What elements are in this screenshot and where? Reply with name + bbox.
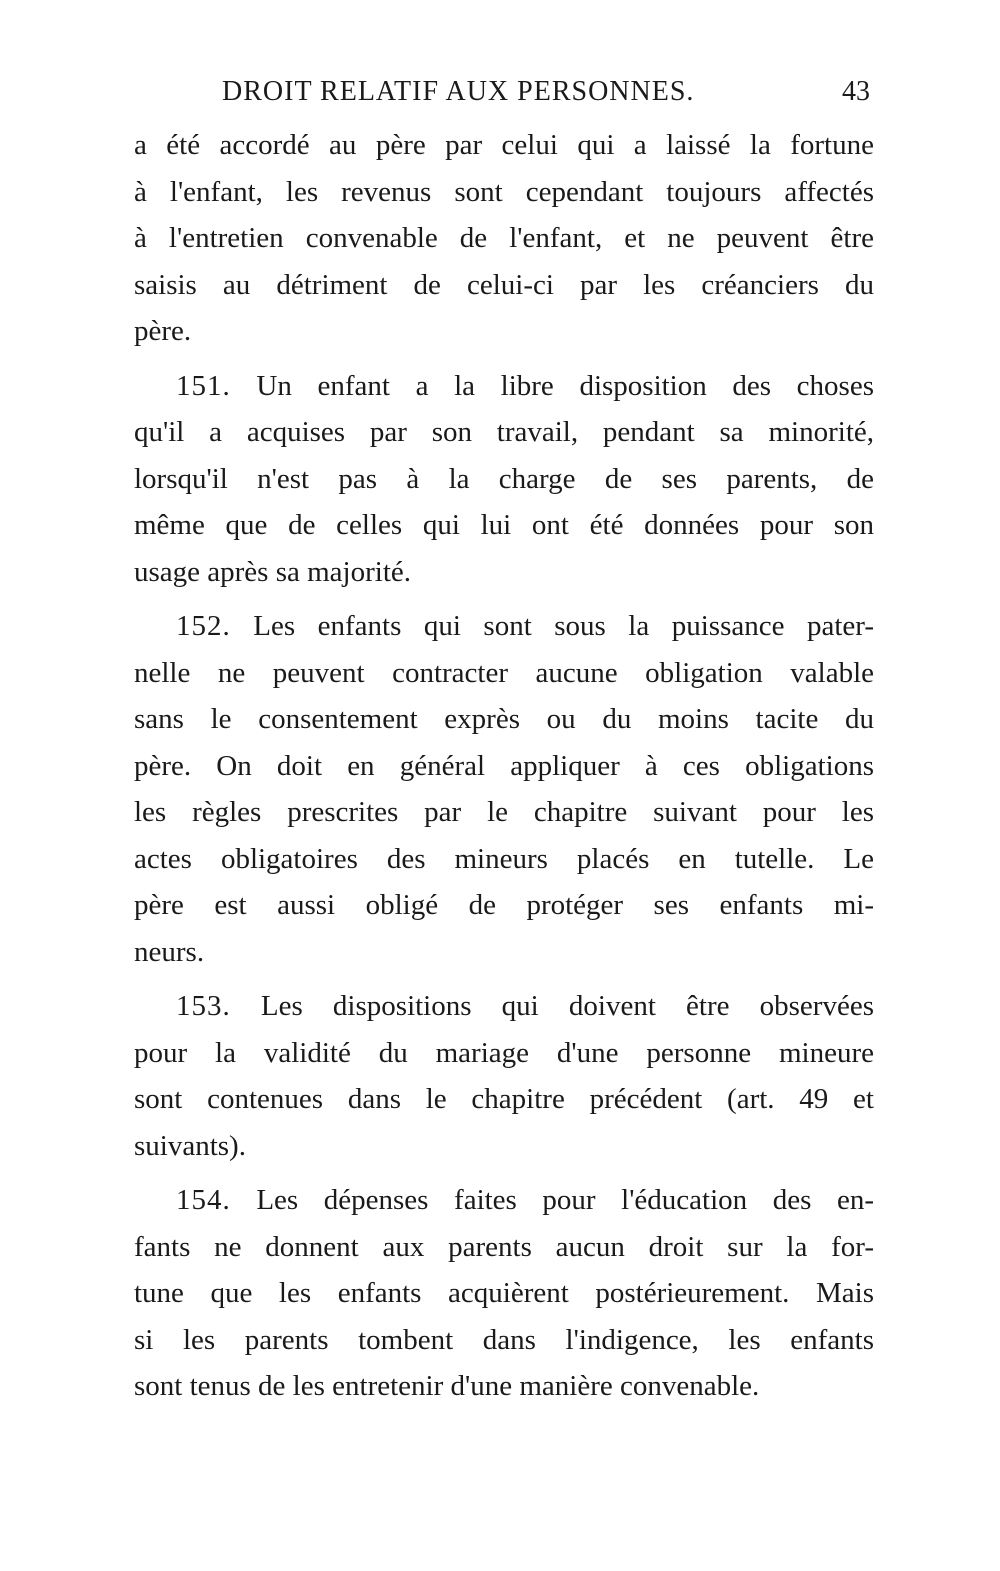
- body-text: [134, 122, 874, 1418]
- article-153: [134, 983, 874, 1169]
- text-line: sans le consentement exprès ou du moins tacite du: [134, 703, 874, 735]
- text-line: sont contenues dans le chapitre précédent (art. 49 et: [134, 1083, 874, 1115]
- page-number: 43: [842, 76, 870, 107]
- text-line: si les parents tombent dans l'indigence, les enfants: [134, 1323, 874, 1356]
- article-first-line: Les dispositions qui doivent être observées: [260, 990, 874, 1022]
- text-line: les règles prescrites par le chapitre suivant pour les: [134, 796, 874, 828]
- article-number: 153.: [176, 990, 231, 1022]
- text-line: [134, 983, 874, 1030]
- text-line: pour la validité du mariage d'une personne mineure: [134, 1036, 874, 1069]
- text-line: père. On doit en général appliquer à ces obligations: [134, 749, 874, 782]
- paragraph-continuation: [134, 122, 874, 355]
- text-line: suivants).: [134, 1129, 246, 1162]
- text-line: tune que les enfants acquièrent postérieurement. Mais: [134, 1277, 874, 1309]
- article-number: 152.: [176, 610, 231, 642]
- text-line: à l'entretien convenable de l'enfant, et ne peuvent être: [134, 222, 874, 254]
- article-first-line: Un enfant a la libre disposition des choses: [256, 369, 874, 402]
- article-151: [134, 363, 874, 596]
- text-line: actes obligatoires des mineurs placés en tutelle. Le: [134, 842, 874, 875]
- text-line: fants ne donnent aux parents aucun droit sur la for-: [134, 1230, 874, 1263]
- running-head: [130, 76, 870, 116]
- text-line: saisis au détriment de celui-ci par les créanciers du: [134, 268, 874, 301]
- article-number: 154.: [176, 1184, 231, 1216]
- text-line: lorsqu'il n'est pas à la charge de ses parents, de: [134, 462, 874, 495]
- text-line: [134, 1177, 874, 1224]
- article-first-line: Les enfants qui sont sous la puissance pater-: [253, 610, 875, 642]
- text-line: a été accordé au père par celui qui a laissé la fortune: [134, 129, 874, 161]
- article-154: [134, 1177, 874, 1410]
- article-number: 151.: [176, 369, 231, 402]
- text-line: sont tenus de les entretenir d'une manière convenable.: [134, 1370, 760, 1402]
- text-line: qu'il a acquises par son travail, pendant sa minorité,: [134, 416, 874, 448]
- text-line: neurs.: [134, 935, 205, 968]
- text-line: même que de celles qui lui ont été données pour son: [134, 509, 874, 541]
- running-title: DROIT RELATIF AUX PERSONNES.: [222, 76, 695, 107]
- article-first-line: Les dépenses faites pour l'éducation des en-: [256, 1184, 874, 1216]
- article-152: [134, 603, 874, 975]
- text-line: père est aussi obligé de protéger ses enfants mi-: [134, 889, 874, 921]
- text-line: à l'enfant, les revenus sont cependant toujours affectés: [134, 175, 874, 208]
- text-line: usage après sa majorité.: [134, 555, 412, 588]
- text-line: nelle ne peuvent contracter aucune obligation valable: [134, 656, 874, 689]
- text-line: [134, 363, 874, 410]
- text-line: [134, 603, 874, 650]
- text-line: père.: [134, 315, 192, 347]
